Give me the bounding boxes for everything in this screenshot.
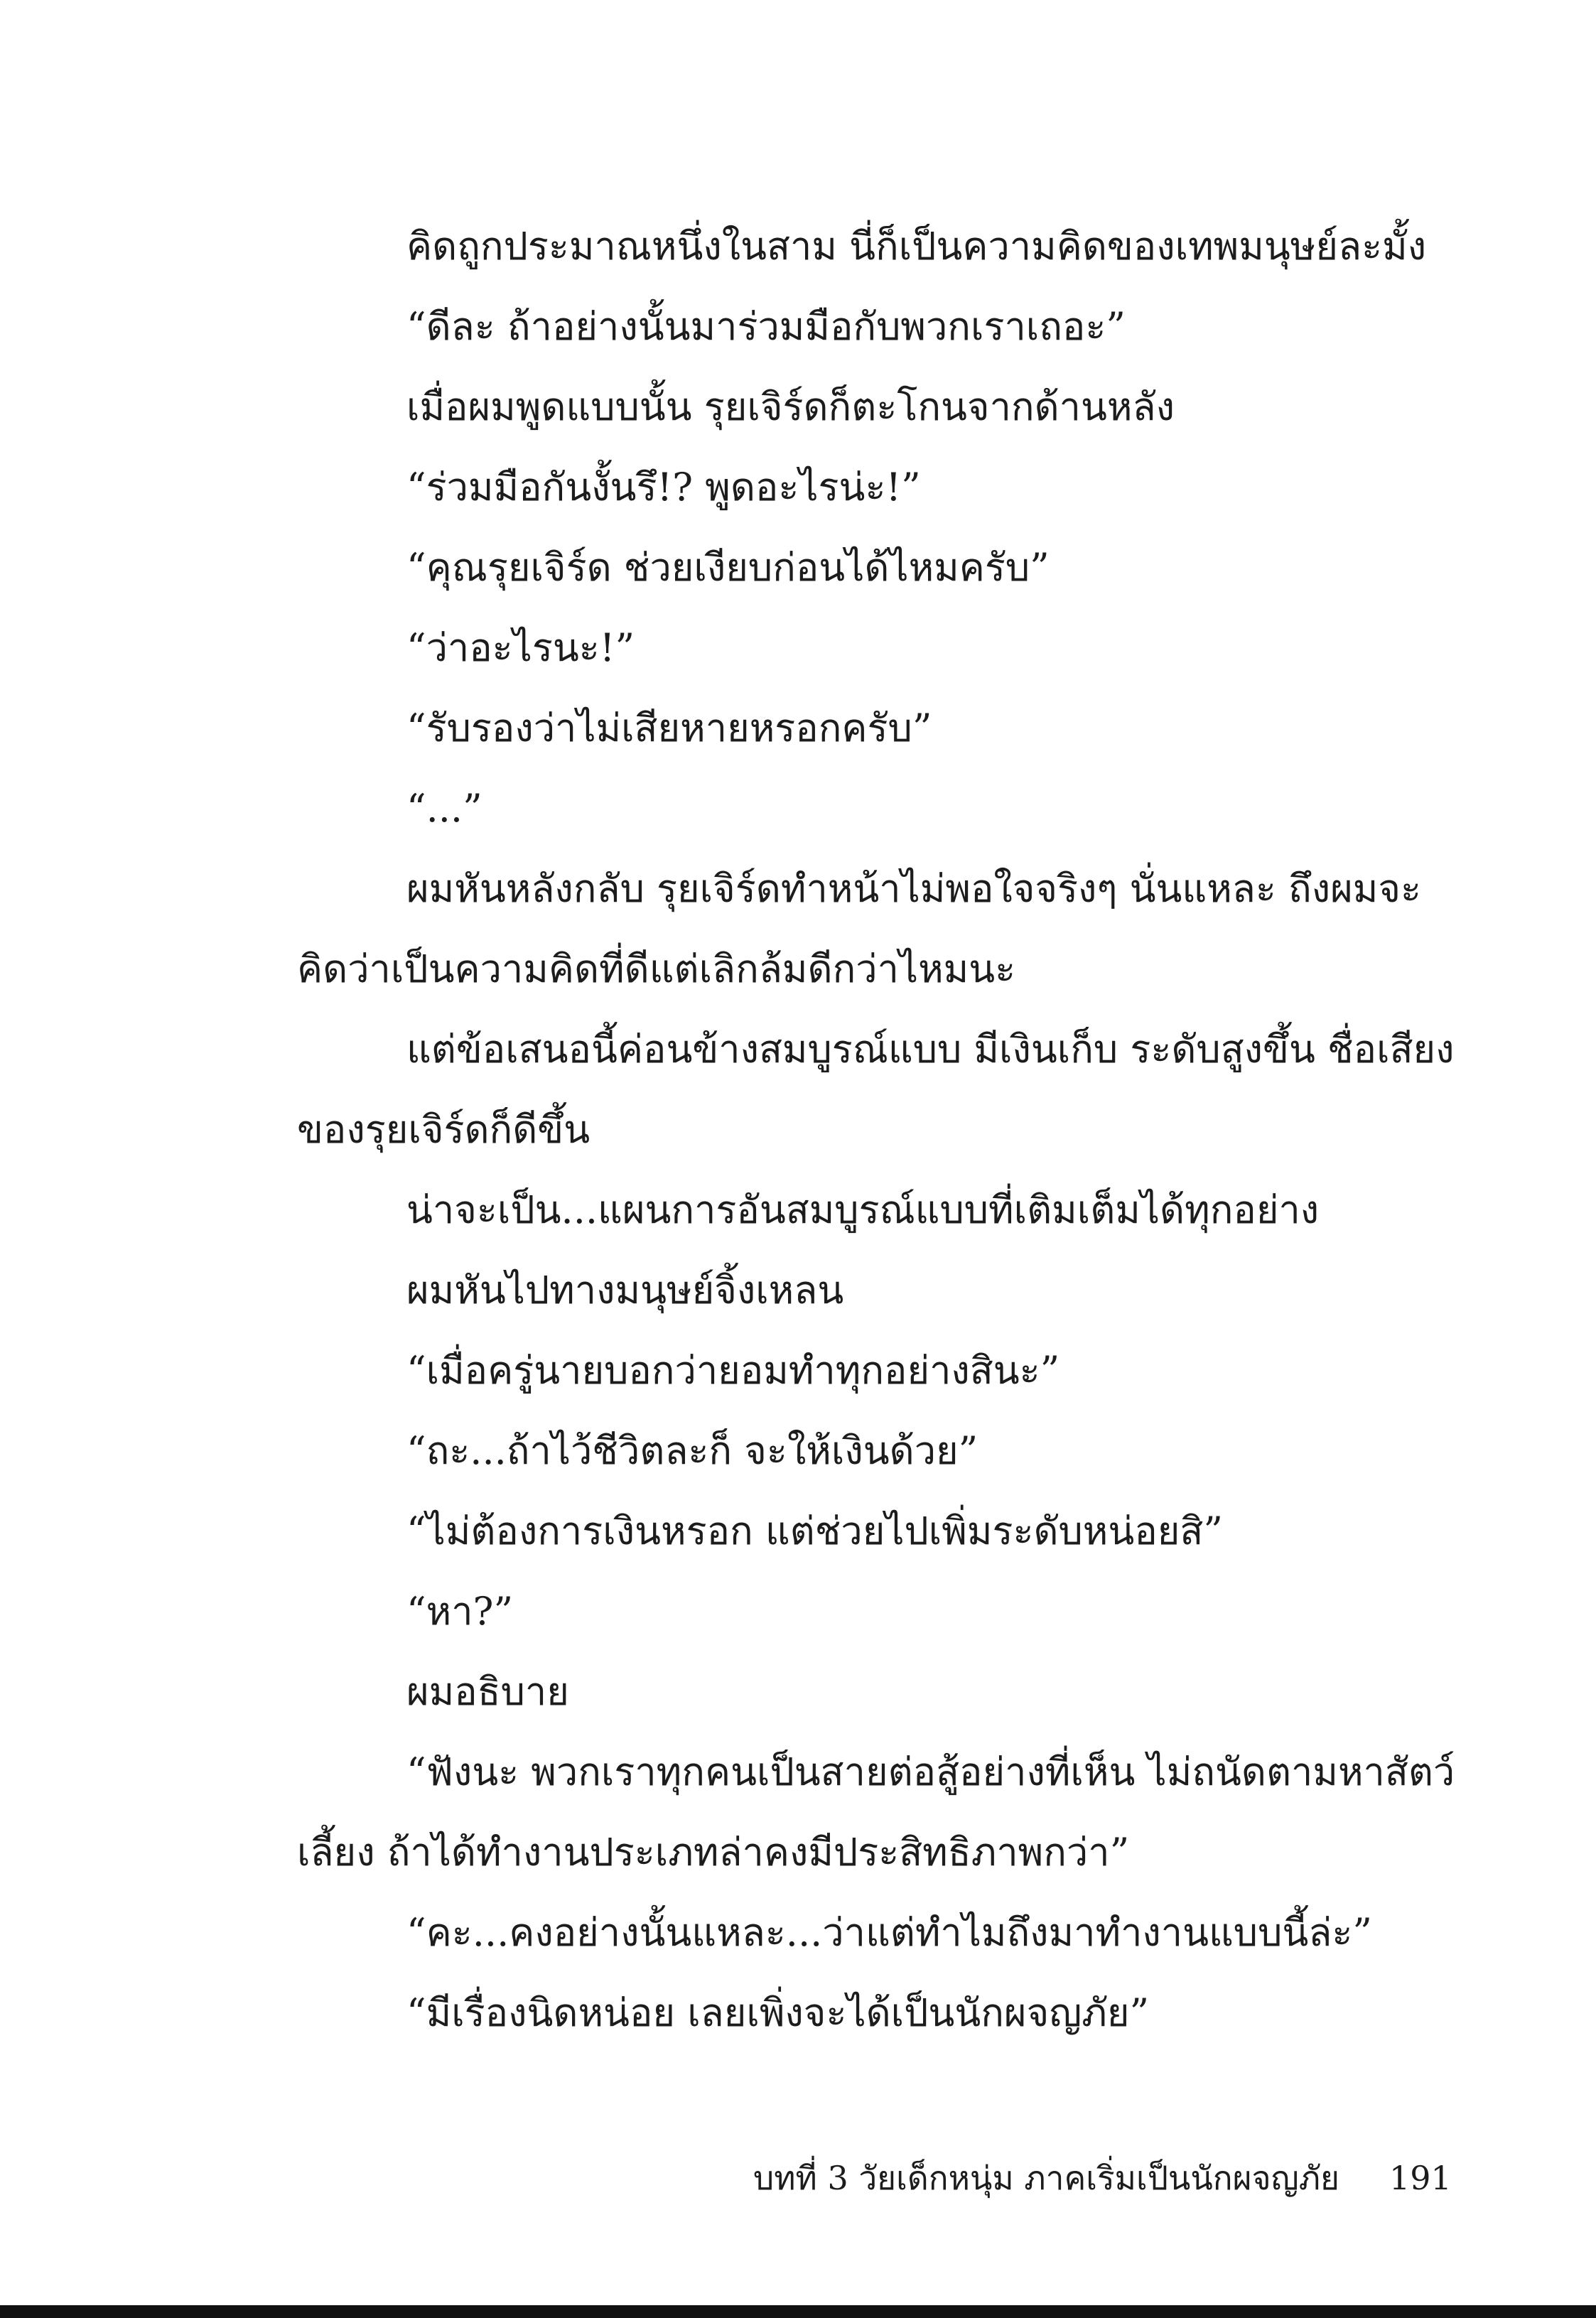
paragraph: “ไม่ต้องการเงินหรอก แต่ช่วยไปเพิ่มระดับหน่อยสิ” [406, 1509, 1223, 1553]
paragraph: น่าจะเป็น...แผนการอันสมบูรณ์แบบที่เติมเต็มได้ทุกอย่าง [406, 1187, 1320, 1232]
paragraph-continuation: ของรุยเจิร์ดก็ดีขึ้น [297, 1107, 591, 1152]
body-text [297, 206, 1455, 2053]
paragraph: ผมอธิบาย [406, 1669, 569, 1714]
paragraph: “ร่วมมือกันงั้นรึ!? พูดอะไรน่ะ!” [406, 465, 921, 510]
paragraph: ผมหันหลังกลับ รุยเจิร์ดทำหน้าไม่พอใจจริงๆ นั่นแหละ ถึงผมจะ [406, 866, 1421, 911]
paragraph: เมื่อผมพูดแบบนั้น รุยเจิร์ดก็ตะโกนจากด้านหลัง [406, 384, 1175, 429]
paragraph: “...” [406, 786, 482, 831]
paragraph-continuation: เลี้ยง ถ้าได้ทำงานประเภทล่าคงมีประสิทธิภาพกว่า” [297, 1830, 1130, 1875]
paragraph: “รับรองว่าไม่เสียหายหรอกครับ” [406, 706, 932, 750]
bottom-border [0, 2305, 1596, 2318]
paragraph: “เมื่อครู่นายบอกว่ายอมทำทุกอย่างสินะ” [406, 1348, 1060, 1393]
page-footer [753, 2146, 1452, 2210]
paragraph: “ถะ...ถ้าไว้ชีวิตละก็ จะให้เงินด้วย” [406, 1428, 978, 1473]
paragraph: “คุณรุยเจิร์ด ช่วยเงียบก่อนได้ไหมครับ” [406, 545, 1050, 590]
paragraph: “ฟังนะ พวกเราทุกคนเป็นสายต่อสู้อย่างที่เห็น ไม่ถนัดตามหาสัตว์ [406, 1750, 1455, 1794]
running-chapter-title: บทที่ 3 วัยเด็กหนุ่ม ภาคเริ่มเป็นนักผจญภัย [753, 2159, 1340, 2197]
page-number: 191 [1389, 2159, 1452, 2197]
paragraph: ผมหันไปทางมนุษย์จิ้งเหลน [406, 1268, 844, 1312]
paragraph: คิดถูกประมาณหนึ่งในสาม นี่ก็เป็นความคิดของเทพมนุษย์ละมั้ง [406, 224, 1427, 269]
paragraph: “ว่าอะไรนะ!” [406, 625, 635, 670]
paragraph: “คะ...คงอย่างนั้นแหละ...ว่าแต่ทำไมถึงมาทำงานแบบนี้ล่ะ” [406, 1910, 1372, 1955]
paragraph: “มีเรื่องนิดหน่อย เลยเพิ่งจะได้เป็นนักผจญภัย” [406, 1990, 1150, 2035]
paragraph: แต่ข้อเสนอนี้ค่อนข้างสมบูรณ์แบบ มีเงินเก็บ ระดับสูงขึ้น ชื่อเสียง [406, 1027, 1455, 1072]
paragraph-continuation: คิดว่าเป็นความคิดที่ดีแต่เลิกล้มดีกว่าไหมนะ [297, 947, 1016, 991]
paragraph: “ดีละ ถ้าอย่างนั้นมาร่วมมือกับพวกเราเถอะ” [406, 304, 1126, 349]
paragraph: “หา?” [406, 1589, 514, 1634]
